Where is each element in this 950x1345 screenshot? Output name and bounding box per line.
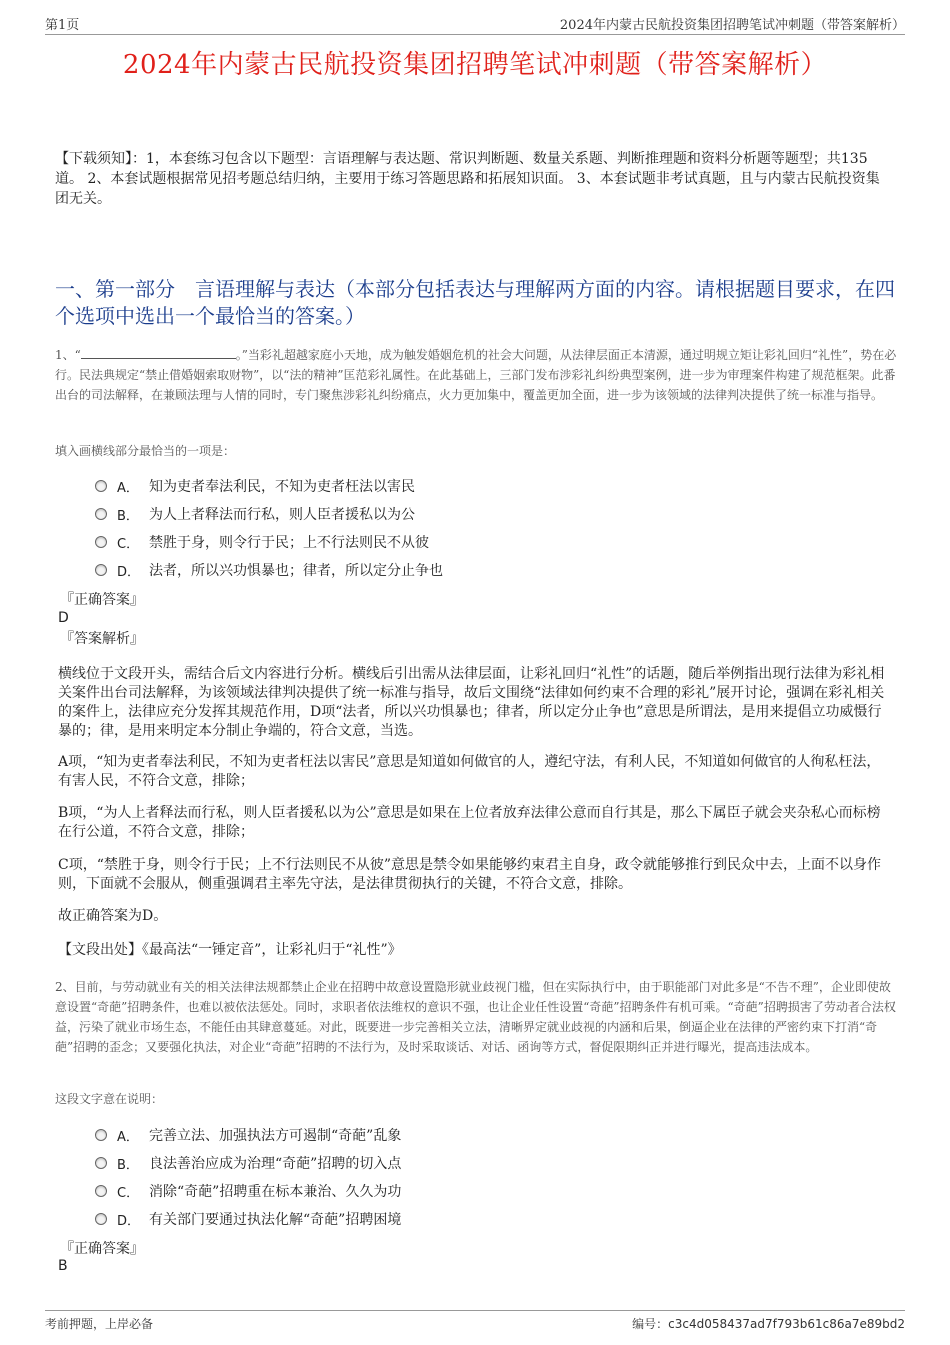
section-heading: 一、第一部分 言语理解与表达（本部分包括表达与理解两方面的内容。请根据题目要求，在四个选项中选出一个最恰当的答案。） xyxy=(55,277,895,328)
question-1-options xyxy=(95,472,443,584)
page-header xyxy=(45,14,905,35)
correct-answer: D xyxy=(58,610,69,626)
analysis-conclusion: 故正确答案为D。 xyxy=(58,908,168,924)
footer-slogan: 考前押题，上岸必备 xyxy=(45,1317,154,1331)
page-title: 2024年内蒙古民航投资集团招聘笔试冲刺题（带答案解析） xyxy=(122,50,828,80)
option-d[interactable]: D． 法者，所以兴功惧暴也；律者，所以定分止争也 xyxy=(95,556,443,584)
option-b[interactable]: B． 为人上者释法而行私，则人臣者援私以为公 xyxy=(95,500,443,528)
page-number: 第1页 xyxy=(45,18,80,33)
analysis-paragraph: C项，“禁胜于身，则令行于民；上不行法则民不从彼”意思是禁令如果能够约束君主自身，政令就能够推行到民众中去，上面不以身作则，下面就不会服从，侧重强调君主率先守法，是法律贯彻执行的关键，不符合文意，排除。 xyxy=(58,857,882,892)
analysis-label: 『答案解析』 xyxy=(60,631,144,647)
radio-icon[interactable] xyxy=(95,480,107,492)
option-a[interactable]: A． 知为吏者奉法利民，不知为吏者枉法以害民 xyxy=(95,472,443,500)
analysis-paragraph: 横线位于文段开头，需结合后文内容进行分析。横线后引出需从法律层面，让彩礼回归“礼性”的话题，随后举例指出现行法律为彩礼相关案件出台司法解释，为该领域法律判决提供了统一标准与指导，故后文围绕“法律如何约束不合理的彩礼”展开讨论，强调在彩礼相关的案件上，法律应充分发挥其规范作用，D项“法者，所以兴功惧暴也；律者，所以定分止争也”意思是所谓法，是用来提倡立功威慑行暴的；律，是用来明定本分制止争端的，符合文意，当选。 xyxy=(58,666,885,739)
option-a[interactable]: A． 完善立法、加强执法方可遏制“奇葩”乱象 xyxy=(95,1121,401,1149)
header-doc-title: 2024年内蒙古民航投资集团招聘笔试冲刺题（带答案解析） xyxy=(559,18,905,33)
analysis-paragraph: B项，“为人上者释法而行私，则人臣者援私以为公”意思是如果在上位者放弃法律公意而自行其是，那么下属臣子就会夹杂私心而标榜在行公道，不符合文意，排除； xyxy=(58,805,881,840)
download-notice: 【下载须知】：1，本套练习包含以下题型：言语理解与表达题、常识判断题、数量关系题、判断推理题和资料分析题等题型；共135道。 2、本套试题根据常见招考题总结归纳，主要用于练习答题思路和拓展知识面。 3、本套试题非考试真题，且与内蒙古民航投资集团无关。 xyxy=(55,151,880,207)
option-d[interactable]: D． 有关部门要通过执法化解“奇葩”招聘困境 xyxy=(95,1205,401,1233)
page-footer xyxy=(45,1310,905,1331)
option-b[interactable]: B． 良法善治应成为治理“奇葩”招聘的切入点 xyxy=(95,1149,401,1177)
question-2-stem: 2、目前，与劳动就业有关的相关法律法规都禁止企业在招聘中故意设置隐形就业歧视门槛，但在实际执行中，由于职能部门对此多是“不告不理”，企业即使故意设置“奇葩”招聘条件，也难以被依法惩处。同时，求职者依法维权的意识不强，也让企业任性设置“奇葩”招聘条件有机可乘。“奇葩”招聘损害了劳动者合法权益，污染了就业市场生态，不能任由其肆意蔓延。对此，既要进一步完善相关立法，清晰界定就业歧视的内涵和后果，倒逼企业在法律的严密约束下打消“奇葩”招聘的歪念；又要强化执法，对企业“奇葩”招聘的不法行为，及时采取谈话、对话、函询等方式，督促限期纠正并进行曝光，提高违法成本。 xyxy=(55,980,896,1054)
radio-icon[interactable] xyxy=(95,1157,107,1169)
question-1-prompt: 填入画横线部分最恰当的一项是： xyxy=(55,444,236,458)
question-1-stem xyxy=(55,345,902,405)
question-2-options xyxy=(95,1121,401,1233)
correct-answer: B xyxy=(58,1258,68,1274)
option-c[interactable]: C． 消除“奇葩”招聘重在标本兼治、久久为功 xyxy=(95,1177,401,1205)
radio-icon[interactable] xyxy=(95,1129,107,1141)
radio-icon[interactable] xyxy=(95,508,107,520)
radio-icon[interactable] xyxy=(95,1185,107,1197)
option-c[interactable]: C． 禁胜于身，则令行于民；上不行法则民不从彼 xyxy=(95,528,443,556)
radio-icon[interactable] xyxy=(95,1213,107,1225)
radio-icon[interactable] xyxy=(95,564,107,576)
correct-answer-label: 『正确答案』 xyxy=(60,592,144,608)
radio-icon[interactable] xyxy=(95,536,107,548)
question-1-text: 。”当彩礼超越家庭小天地，成为触发婚姻危机的社会大问题，从法律层面正本清源，通过明规立矩让彩礼回归“礼性”，势在必行。民法典规定“禁止借婚姻索取财物”，以“法的精神”匡范彩礼属性。在此基础上，三部门发布涉彩礼纠纷典型案例，进一步为审理案件构建了规范框架。此番出台的司法解释，在兼顾法理与人情的同时，专门聚焦涉彩礼纠纷痛点，火力更加集中，覆盖更加全面，进一步为该领域的法律判决提供了统一标准与指导。 xyxy=(55,348,897,402)
correct-answer-label: 『正确答案』 xyxy=(60,1241,144,1257)
footer-code: 编号：c3c4d058437ad7f793b61c86a7e89bd2 xyxy=(632,1317,905,1331)
analysis-paragraph: A项，“知为吏者奉法利民，不知为吏者枉法以害民”意思是知道如何做官的人，遵纪守法，有利人民，不知道如何做官的人徇私枉法，有害人民，不符合文意，排除； xyxy=(58,754,881,789)
question-2-prompt: 这段文字意在说明： xyxy=(55,1092,164,1106)
question-1-prefix: 1、“ xyxy=(55,348,81,362)
source-citation: 【文段出处】《最高法“一锤定音”，让彩礼归于“礼性”》 xyxy=(58,942,402,958)
fill-blank xyxy=(81,346,236,359)
